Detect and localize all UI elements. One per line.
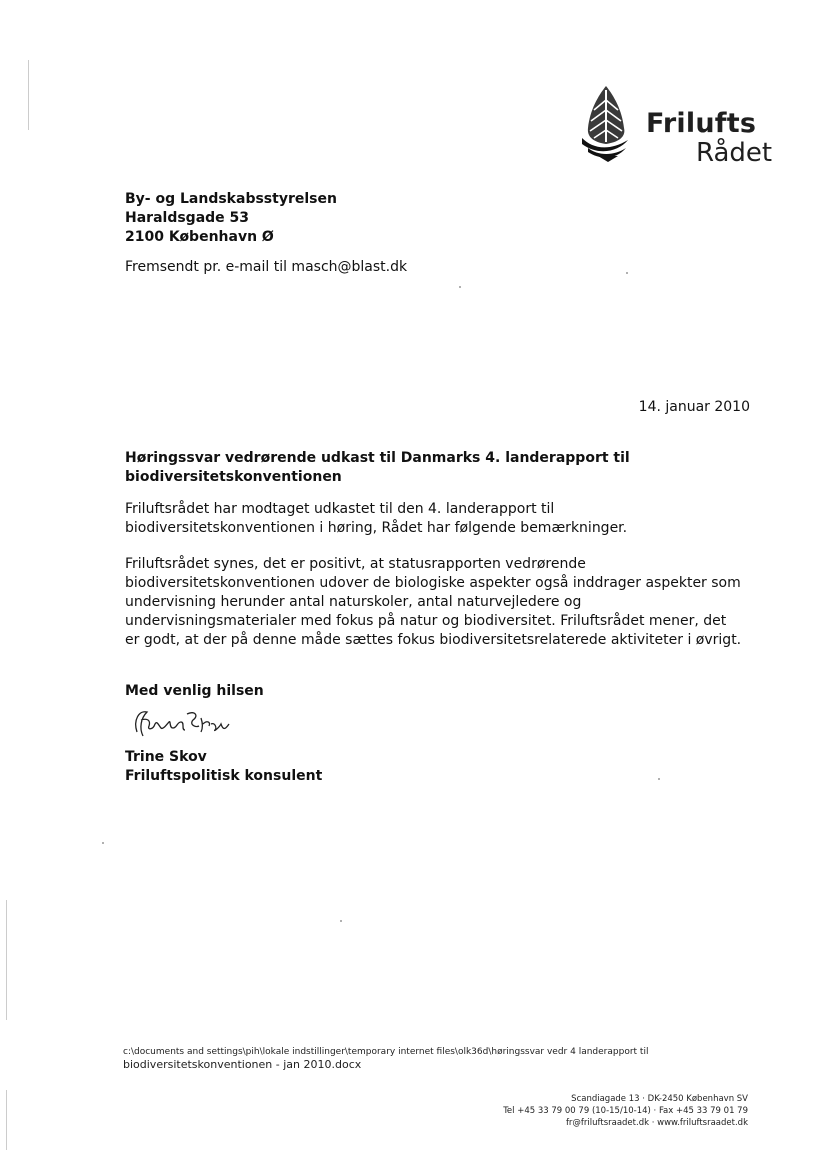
scan-speck [658,778,660,780]
recipient-street: Haraldsgade 53 [125,210,250,226]
signer-name: Trine Skov [125,749,207,765]
signer-title: Friluftspolitisk konsulent [125,768,323,784]
footer-web: fr@friluftsraadet.dk · www.friluftsraadet.dk [565,1118,748,1128]
file-name: biodiversitetskonventionen - jan 2010.docx [123,1058,362,1071]
scan-artifact [6,900,7,1020]
closing-greeting: Med venlig hilsen [125,683,264,699]
leaf-tree-icon [578,82,648,166]
signer-block [125,748,322,786]
footer-phone: Tel +45 33 79 00 79 (10-15/10-14) · Fax +45 33 79 01 79 [503,1106,748,1116]
letter-date: 14. januar 2010 [638,399,750,415]
scan-speck [340,920,342,922]
footer-address: Scandiagade 13 · DK-2450 København SV [571,1094,748,1104]
friluftsraadet-logo [578,82,778,172]
recipient-address [125,190,337,247]
body-paragraph-2: Friluftsrådet synes, det er positivt, at statusrapporten vedrørende biodiversitetskonventionen udover de biologiske aspekter også inddrager aspekter som undervisning herunder antal naturskoler, antal naturvejledere og undervisningsmaterialer med fokus på natur og biodiversitet. Friluftsrådet mener, det er godt, at der på denne måde sættes fokus biodiversitetsrelaterede aktiviteter i øvrigt. [125,556,742,648]
handwritten-signature [125,700,235,744]
scan-artifact [28,60,29,130]
scan-artifact [6,1090,7,1150]
scan-speck [102,842,104,844]
scan-speck [459,286,461,288]
scan-speck [626,272,628,274]
sent-note: Fremsendt pr. e-mail til masch@blast.dk [125,259,408,275]
letter-subject: Høringssvar vedrørende udkast til Danmarks 4. landerapport til biodiversitetskonventionen [125,450,630,485]
body-paragraph-1: Friluftsrådet har modtaget udkastet til den 4. landerapport til biodiversitetskonventionen i høring, Rådet har følgende bemærkninger. [125,501,628,536]
recipient-name: By- og Landskabsstyrelsen [125,191,337,207]
footer-contact [503,1093,748,1129]
file-path: c:\documents and settings\pih\lokale indstillinger\temporary internet files\olk36d\høringssvar vedr 4 landerapport til [123,1047,649,1057]
logo-text-raadet: Rådet [696,138,773,168]
logo-text-frilufts: Frilufts [646,108,757,139]
recipient-city: 2100 København Ø [125,229,274,245]
